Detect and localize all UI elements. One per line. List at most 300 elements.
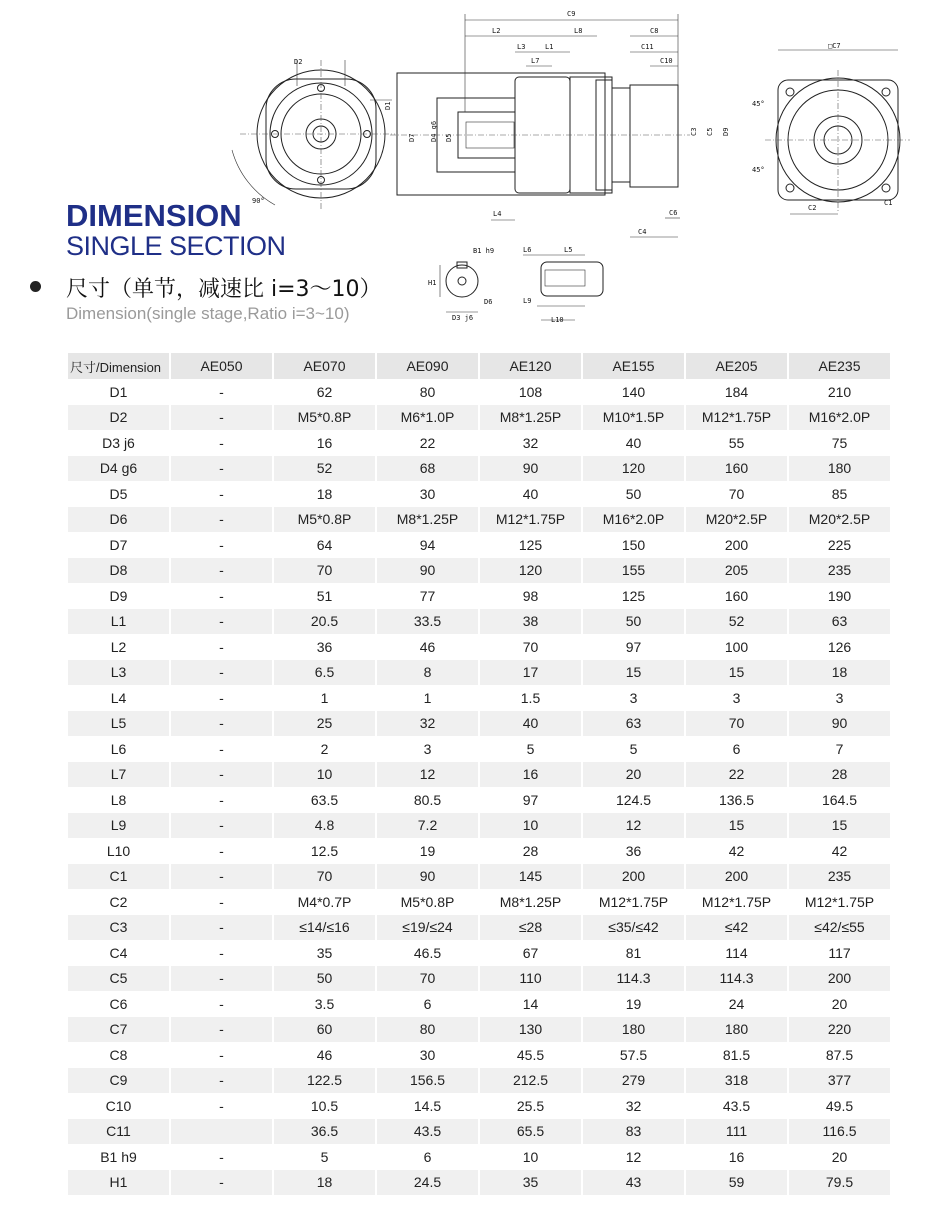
label-C7: □C7 [828, 42, 841, 50]
table-cell: 43.5 [722, 1097, 751, 1114]
table-row [68, 456, 890, 482]
table-cell: 63 [583, 711, 684, 737]
header-dimension: 尺寸/Dimension [68, 353, 169, 379]
row-label: L8 [110, 791, 127, 808]
table-cell: ≤19/≤24 [377, 915, 478, 941]
table-cell: 5 [320, 1148, 329, 1165]
table-cell: - [219, 944, 224, 961]
table-cell: 20 [831, 1148, 848, 1165]
table-row [68, 838, 890, 864]
table-cell: 235 [789, 558, 890, 584]
table-cell: M6*1.0P [377, 405, 478, 431]
table-cell: 1 [320, 689, 329, 706]
table-cell: 108 [518, 383, 543, 400]
table-cell: 36 [625, 842, 642, 859]
row-label: C8 [109, 1046, 128, 1063]
table-cell: 32 [522, 434, 539, 451]
table-cell: 10.5 [310, 1097, 339, 1114]
label-L10: L10 [551, 316, 564, 324]
table-cell: 81.5 [722, 1046, 751, 1063]
table-cell: ≤14/≤16 [274, 915, 375, 941]
table-cell: 20 [831, 995, 848, 1012]
table-row [68, 915, 890, 941]
table-cell: 94 [419, 536, 436, 553]
table-cell: M12*1.75P [686, 405, 787, 431]
table-row [68, 430, 890, 456]
table-cell: M4*0.7P [297, 893, 352, 910]
label-L7: L7 [531, 57, 540, 65]
table-cell: 38 [480, 609, 581, 635]
table-cell: 8 [377, 660, 478, 686]
table-row [68, 966, 890, 992]
table-cell: - [219, 893, 224, 910]
table-cell: 12 [583, 813, 684, 839]
table-cell: 25 [274, 711, 375, 737]
table-cell: - [171, 1017, 272, 1043]
table-cell: 97 [522, 791, 539, 808]
table-cell: 46 [419, 638, 436, 655]
table-cell: 46.5 [413, 944, 442, 961]
table-row [68, 762, 890, 788]
table-cell: - [219, 587, 224, 604]
table-cell [171, 1119, 272, 1145]
table-row [68, 1068, 890, 1094]
table-cell: 6 [732, 740, 741, 757]
label-D2: D2 [294, 58, 303, 66]
label-C4: C4 [638, 228, 647, 236]
row-label: B1 h9 [100, 1148, 137, 1165]
label-L3: L3 [517, 43, 526, 51]
table-row [68, 481, 890, 507]
row-label: C6 [109, 995, 128, 1012]
table-cell: 18 [789, 660, 890, 686]
table-cell: 235 [789, 864, 890, 890]
table-cell: 90 [789, 711, 890, 737]
row-label: D9 [109, 587, 128, 604]
label-45deg-b: 45° [752, 166, 765, 174]
table-cell: 6 [423, 995, 432, 1012]
header-model: AE155 [583, 353, 684, 379]
row-label: L7 [68, 762, 169, 788]
table-cell: - [171, 762, 272, 788]
table-cell: 225 [827, 536, 852, 553]
table-cell: 90 [377, 864, 478, 890]
table-cell: ≤35/≤42 [583, 915, 684, 941]
table-cell: 28 [789, 762, 890, 788]
table-cell: 79.5 [789, 1170, 890, 1196]
table-row [68, 609, 890, 635]
header-model: AE235 [789, 353, 890, 379]
table-cell: 377 [789, 1068, 890, 1094]
row-label: C2 [109, 893, 128, 910]
table-row [68, 889, 890, 915]
table-cell: 180 [686, 1017, 787, 1043]
table-cell: 180 [583, 1017, 684, 1043]
header-model: AE205 [686, 353, 787, 379]
table-cell: 67 [522, 944, 539, 961]
table-cell: 25.5 [516, 1097, 545, 1114]
table-cell: 6.5 [274, 660, 375, 686]
table-row [68, 711, 890, 737]
table-row [68, 532, 890, 558]
table-cell: 70 [728, 485, 745, 502]
table-cell: 70 [377, 966, 478, 992]
table-body [68, 379, 890, 1195]
table-cell: 10 [274, 762, 375, 788]
table-cell: 184 [724, 383, 749, 400]
table-cell: 32 [377, 711, 478, 737]
table-cell: M12*1.75P [701, 893, 772, 910]
row-label: C3 [68, 915, 169, 941]
table-cell: 64 [316, 536, 333, 553]
table-cell: M20*2.5P [789, 507, 890, 533]
table-cell: - [171, 456, 272, 482]
table-cell: 145 [480, 864, 581, 890]
table-cell: - [171, 1068, 272, 1094]
table-row [68, 1093, 890, 1119]
shaft-side-detail [523, 255, 603, 320]
table-cell: ≤28 [480, 915, 581, 941]
table-cell: 7.2 [377, 813, 478, 839]
table-cell: 10 [480, 813, 581, 839]
table-header-row [68, 353, 890, 379]
table-cell: 180 [789, 456, 890, 482]
bullet-icon [30, 281, 41, 292]
table-row [68, 1144, 890, 1170]
row-label: L1 [68, 609, 169, 635]
row-label: D2 [68, 405, 169, 431]
shaft-end-detail [440, 262, 478, 312]
table-cell: 125 [518, 536, 543, 553]
table-cell: 156.5 [377, 1068, 478, 1094]
table-cell: 49.5 [825, 1097, 854, 1114]
table-cell: 83 [583, 1119, 684, 1145]
table-cell: - [219, 791, 224, 808]
label-L8: L8 [574, 27, 583, 35]
table-cell: 52 [274, 456, 375, 482]
table-cell: 122.5 [274, 1068, 375, 1094]
table-cell: 55 [728, 434, 745, 451]
row-label: C7 [68, 1017, 169, 1043]
table-cell: 220 [789, 1017, 890, 1043]
table-cell: - [171, 813, 272, 839]
table-cell: 30 [419, 485, 436, 502]
table-cell: M12*1.75P [804, 893, 875, 910]
table-cell: 15 [686, 660, 787, 686]
table-cell: ≤42/≤55 [789, 915, 890, 941]
table-row [68, 685, 890, 711]
table-cell: 155 [583, 558, 684, 584]
label-L4: L4 [493, 210, 502, 218]
table-cell: 1 [423, 689, 432, 706]
row-label: D4 g6 [68, 456, 169, 482]
label-D3: D3 j6 [452, 314, 474, 322]
row-label: L6 [110, 740, 127, 757]
table-cell: 97 [625, 638, 642, 655]
label-D7: D7 [408, 133, 416, 142]
table-cell: - [219, 1148, 224, 1165]
table-cell: - [171, 558, 272, 584]
table-cell: 18 [274, 1170, 375, 1196]
table-cell: 279 [583, 1068, 684, 1094]
table-row [68, 1170, 890, 1196]
table-cell: 114 [725, 944, 748, 961]
label-C5: C5 [706, 127, 714, 136]
table-cell: - [219, 740, 224, 757]
table-cell: 90 [480, 456, 581, 482]
table-cell: 35 [480, 1170, 581, 1196]
table-cell: 12 [377, 762, 478, 788]
table-row [68, 379, 890, 405]
table-cell: 35 [316, 944, 333, 961]
label-C3: C3 [690, 127, 698, 136]
table-cell: 70 [274, 864, 375, 890]
table-cell: 5 [526, 740, 535, 757]
table-cell: - [219, 536, 224, 553]
table-cell: 6 [423, 1148, 432, 1165]
table-cell: 210 [827, 383, 852, 400]
table-cell: 80.5 [413, 791, 442, 808]
label-B1: B1 h9 [473, 247, 495, 255]
table-row [68, 940, 890, 966]
table-cell: 200 [789, 966, 890, 992]
table-row [68, 507, 890, 533]
label-L5: L5 [564, 246, 573, 254]
table-cell: 59 [686, 1170, 787, 1196]
table-cell: 3 [835, 689, 844, 706]
table-row [68, 991, 890, 1017]
row-label: C1 [68, 864, 169, 890]
header-model: AE070 [274, 353, 375, 379]
table-cell: 160 [724, 587, 749, 604]
table-cell: 120 [583, 456, 684, 482]
table-cell: - [219, 638, 224, 655]
table-cell: - [219, 995, 224, 1012]
row-label: L3 [68, 660, 169, 686]
table-row [68, 405, 890, 431]
row-label: D3 j6 [102, 434, 135, 451]
table-cell: 116.5 [789, 1119, 890, 1145]
label-C11: C11 [641, 43, 654, 51]
table-cell: M16*2.0P [583, 507, 684, 533]
label-C6: C6 [669, 209, 678, 217]
row-label: C9 [68, 1068, 169, 1094]
table-cell: 40 [625, 434, 642, 451]
table-cell: 70 [686, 711, 787, 737]
table-cell: 12 [625, 1148, 642, 1165]
table-cell: 114.3 [686, 966, 787, 992]
table-row [68, 1042, 890, 1068]
row-label: C5 [68, 966, 169, 992]
table-row [68, 660, 890, 686]
row-label: D7 [109, 536, 128, 553]
front-view-output [232, 60, 395, 210]
front-view-input [765, 50, 910, 214]
label-45deg-a: 45° [752, 100, 765, 108]
table-cell: 30 [419, 1046, 436, 1063]
table-cell: 70 [522, 638, 539, 655]
label-L6: L6 [523, 246, 532, 254]
table-cell: 50 [583, 609, 684, 635]
table-cell: 16 [728, 1148, 745, 1165]
table-cell: 120 [480, 558, 581, 584]
dimension-table [66, 353, 892, 1195]
table-cell: 50 [274, 966, 375, 992]
table-cell: 3.5 [314, 995, 335, 1012]
row-label: D6 [68, 507, 169, 533]
row-label: D8 [68, 558, 169, 584]
table-cell: 19 [625, 995, 642, 1012]
table-cell: 62 [316, 383, 333, 400]
table-cell: 126 [827, 638, 852, 655]
table-cell: 24 [728, 995, 745, 1012]
table-cell: M16*2.0P [789, 405, 890, 431]
table-cell: 42 [728, 842, 745, 859]
table-cell: 15 [789, 813, 890, 839]
row-label: C10 [105, 1097, 132, 1114]
table-cell: - [219, 485, 224, 502]
table-cell: - [219, 842, 224, 859]
label-D9: D9 [722, 127, 730, 136]
table-cell: 77 [419, 587, 436, 604]
table-cell: 19 [419, 842, 436, 859]
table-cell: M20*2.5P [686, 507, 787, 533]
table-cell: 20 [583, 762, 684, 788]
table-cell: 17 [480, 660, 581, 686]
table-cell: - [171, 609, 272, 635]
table-cell: 14.5 [413, 1097, 442, 1114]
table-cell: 1.5 [520, 689, 541, 706]
page-title [66, 200, 286, 260]
table-cell: 10 [522, 1148, 539, 1165]
label-C1: C1 [884, 199, 893, 207]
label-C2: C2 [808, 204, 817, 212]
table-cell: 65.5 [480, 1119, 581, 1145]
table-cell: 43.5 [377, 1119, 478, 1145]
header-model: AE090 [377, 353, 478, 379]
label-C8: C8 [650, 27, 659, 35]
subtitle-english: Dimension(single stage,Ratio i=3~10) [66, 304, 350, 323]
table-cell: 200 [686, 864, 787, 890]
table-cell: 18 [316, 485, 333, 502]
title-dimension: DIMENSION [66, 198, 242, 233]
table-cell: 114.3 [583, 966, 684, 992]
label-C9: C9 [567, 10, 576, 18]
label-H1: H1 [428, 279, 437, 287]
row-label: L5 [68, 711, 169, 737]
table-cell: - [171, 864, 272, 890]
table-cell: 212.5 [480, 1068, 581, 1094]
table-cell: M10*1.5P [583, 405, 684, 431]
table-cell: 200 [724, 536, 749, 553]
table-cell: - [219, 383, 224, 400]
table-cell: M5*0.8P [274, 507, 375, 533]
table-cell: 20.5 [274, 609, 375, 635]
table-cell: 36 [316, 638, 333, 655]
row-label: C4 [109, 944, 128, 961]
table-cell: 24.5 [377, 1170, 478, 1196]
label-L1: L1 [545, 43, 554, 51]
row-label: L2 [110, 638, 127, 655]
table-cell: - [171, 1170, 272, 1196]
table-cell: - [171, 966, 272, 992]
subtitle-chinese: 尺寸（单节，减速比 i=3～10） [66, 277, 382, 302]
table-cell: 3 [732, 689, 741, 706]
table-cell: 111 [686, 1119, 787, 1145]
table-cell: 14 [522, 995, 539, 1012]
table-cell: 2 [320, 740, 329, 757]
table-cell: 140 [621, 383, 646, 400]
header-model: AE050 [171, 353, 272, 379]
label-L2: L2 [492, 27, 501, 35]
table-cell: 60 [274, 1017, 375, 1043]
table-cell: 12.5 [310, 842, 339, 859]
table-cell: 125 [621, 587, 646, 604]
table-cell: 205 [686, 558, 787, 584]
table-cell: 16 [480, 762, 581, 788]
table-cell: 32 [625, 1097, 642, 1114]
table-cell: M8*1.25P [480, 405, 581, 431]
table-cell: 28 [522, 842, 539, 859]
table-cell: 46 [316, 1046, 333, 1063]
table-row [68, 1119, 890, 1145]
table-cell: 80 [419, 383, 436, 400]
table-cell: 124.5 [615, 791, 652, 808]
table-cell: 100 [724, 638, 749, 655]
row-label: H1 [68, 1170, 169, 1196]
table-cell: 70 [274, 558, 375, 584]
table-row [68, 583, 890, 609]
table-row [68, 634, 890, 660]
row-label: L10 [106, 842, 131, 859]
table-cell: 50 [625, 485, 642, 502]
table-cell: 3 [423, 740, 432, 757]
table-cell: 51 [316, 587, 333, 604]
table-cell: 90 [377, 558, 478, 584]
table-cell: 81 [625, 944, 642, 961]
table-cell: 200 [583, 864, 684, 890]
table-cell: 22 [686, 762, 787, 788]
table-cell: 136.5 [718, 791, 755, 808]
table-cell: 68 [377, 456, 478, 482]
label-90deg: 90° [252, 197, 265, 205]
table-cell: 42 [831, 842, 848, 859]
table-cell: 16 [316, 434, 333, 451]
table-cell: 52 [686, 609, 787, 635]
table-cell: M8*1.25P [377, 507, 478, 533]
table-cell: - [171, 915, 272, 941]
row-label: L4 [110, 689, 127, 706]
table-cell: - [171, 405, 272, 431]
table-cell: ≤42 [686, 915, 787, 941]
table-cell: 80 [377, 1017, 478, 1043]
table-cell: 98 [522, 587, 539, 604]
table-cell: - [171, 711, 272, 737]
table-cell: 4.8 [274, 813, 375, 839]
header-model: AE120 [480, 353, 581, 379]
table-cell: 160 [686, 456, 787, 482]
table-cell: - [219, 689, 224, 706]
table-cell: 63 [789, 609, 890, 635]
table-cell: 130 [480, 1017, 581, 1043]
table-cell: 22 [419, 434, 436, 451]
row-label: L9 [68, 813, 169, 839]
row-label: D5 [109, 485, 128, 502]
table-cell: - [219, 1046, 224, 1063]
table-cell: 5 [629, 740, 638, 757]
table-cell: 36.5 [274, 1119, 375, 1145]
label-L9: L9 [523, 297, 532, 305]
